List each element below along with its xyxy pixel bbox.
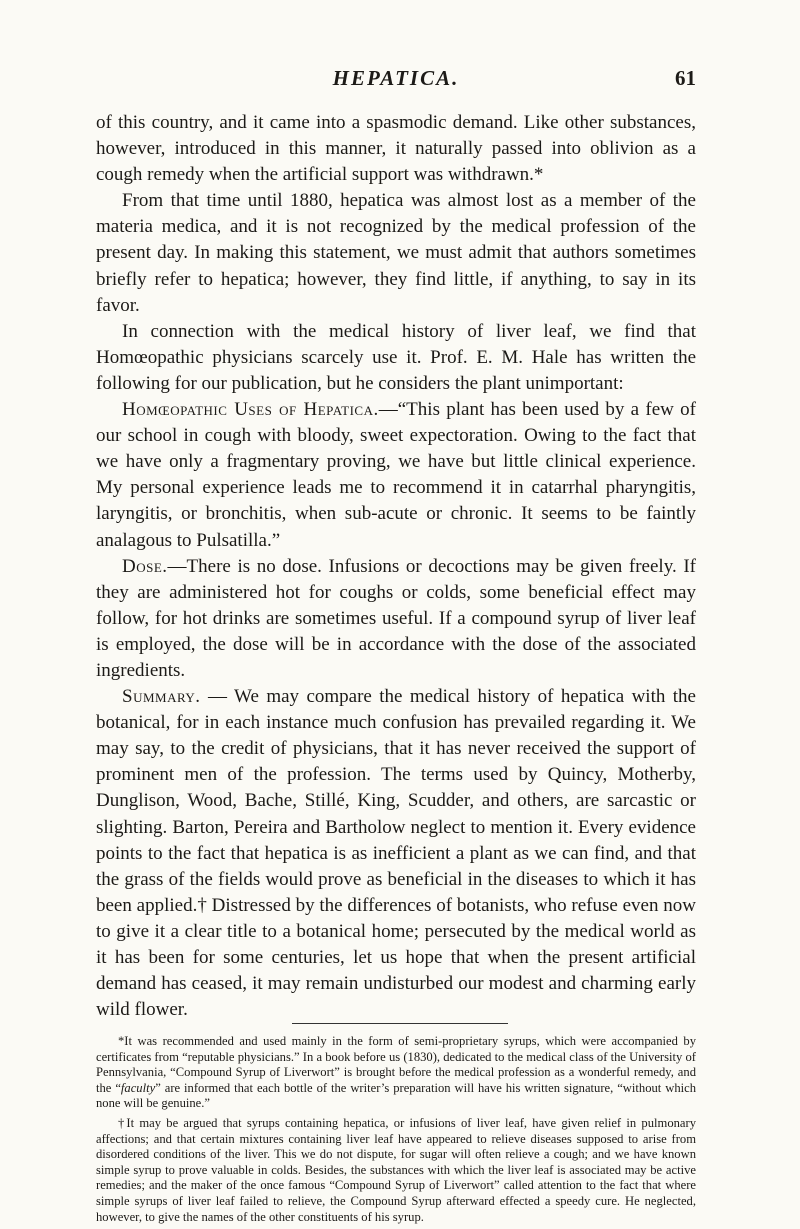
paragraph-3: In connection with the medical history of liver leaf, we find that Homœopathic physicians scarcely use it. Prof. E. M. Hale has written the following for our publication, but he considers the plant unimportant: bbox=[96, 320, 696, 394]
footnote-1-text-b: ” are informed that each bottle of the writer’s preparation will have his written signature, “without which none will be genuine.” bbox=[96, 1080, 697, 1111]
dose-text: —There is no dose. Infusions or decoctions may be given freely. If they are administered hot for coughs or colds, some beneficial effect may follow, for hot drinks are sometimes useful. If a compound syrup of liver leaf is employed, the dose will be in accordance with the dose of the associated ingredients. bbox=[96, 555, 696, 681]
footnote-divider bbox=[292, 1023, 508, 1024]
paragraph-2: From that time until 1880, hepatica was almost lost as a member of the materia medica, and it is not recognized by the medical profession of the present day. In making this statement, we must admit that authors sometimes briefly refer to hepatica; however, they find little, if anything, to say in its favor. bbox=[96, 190, 696, 316]
body-text bbox=[96, 110, 696, 1023]
page-header bbox=[96, 66, 696, 96]
section-heading-dose: Dose. bbox=[122, 555, 168, 577]
homeopathic-uses-text: —“This plant has been used by a few of our school in cough with bloody, sweet expectoration. Owing to the fact that we have only a fragmentary proving, we have but little clinical experience. My personal experience leads me to recommend it in catarrhal pharyngitis, laryngitis, or bronchitis, when sub-acute or chronic. It seems to be faintly analagous to Pulsatilla.” bbox=[96, 399, 696, 551]
page-number: 61 bbox=[675, 66, 696, 90]
paragraph-1: of this country, and it came into a spasmodic demand. Like other substances, however, introduced in this manner, it naturally passed into oblivion as a cough remedy when the artificial support was withdrawn.* bbox=[96, 112, 696, 186]
footnote-2: †It may be argued that syrups containing hepatica, or infusions of liver leaf, have given relief in pulmonary affections; and that certain mixtures containing liver leaf have appeared to relieve diseases supposed to arise from disordered conditions of the liver. This we do not dispute, for sugar will often relieve a cough; and we have known simple syrup to prove valuable in colds. Besides, the substances with which the liver leaf is associated may be active remedies; and the maker of the once famous “Compound Syrup of Liverwort” called attention to the fact that where simple syrups of liver leaf failed to relieve, the Compound Syrup afterward effected a speedy cure. He neglected, however, to give the names of the other constituents of his syrup. bbox=[96, 1115, 696, 1224]
footnote-1 bbox=[96, 1034, 696, 1112]
paragraph-summary bbox=[96, 684, 696, 1023]
footnotes bbox=[96, 1034, 696, 1229]
summary-text: — We may compare the medical history of hepatica with the botanical, for in each instance much confusion has prevailed regarding it. We may say, to the credit of physicians, that it has never received the support of prominent men of the profession. The terms used by Quincy, Motherby, Dunglison, Wood, Bache, Stillé, King, Scudder, and others, are sarcastic or slighting. Barton, Pereira and Bartholow neglect to mention it. Every evidence points to the fact that hepatica is as inefficient a plant as we can find, and that the grass of the fields would prove as beneficial in the diseases to which it has been applied.† Distressed by the differences of botanists, who refuse even now to give it a clear title to a botanical home; persecuted by the medical world as it has been for some centuries, let us hope that when the present artificial demand has ceased, it may remain undisturbed our modest and charming early wild flower. bbox=[96, 686, 696, 1021]
footnote-1-emphasis: faculty bbox=[120, 1080, 156, 1095]
paragraph-dose bbox=[96, 554, 696, 684]
section-heading-summary: Summary. bbox=[122, 686, 201, 708]
footnote-1-text-a: *It was recommended and used mainly in the form of semi-proprietary syrups, which were accompanied by certificates from “reputable physicians.” In a book before us (1830), dedicated to the medical class of the University of Pennsylvania, “Compound Syrup of Liverwort” is brought before the medical profession as a wonderful remedy, and the “ bbox=[96, 1034, 696, 1095]
running-head: HEPATICA. bbox=[332, 66, 460, 90]
paragraph-homeopathic-uses bbox=[96, 397, 696, 554]
section-heading-homeopathic-uses: Homœopathic Uses of Hepatica. bbox=[122, 399, 379, 421]
